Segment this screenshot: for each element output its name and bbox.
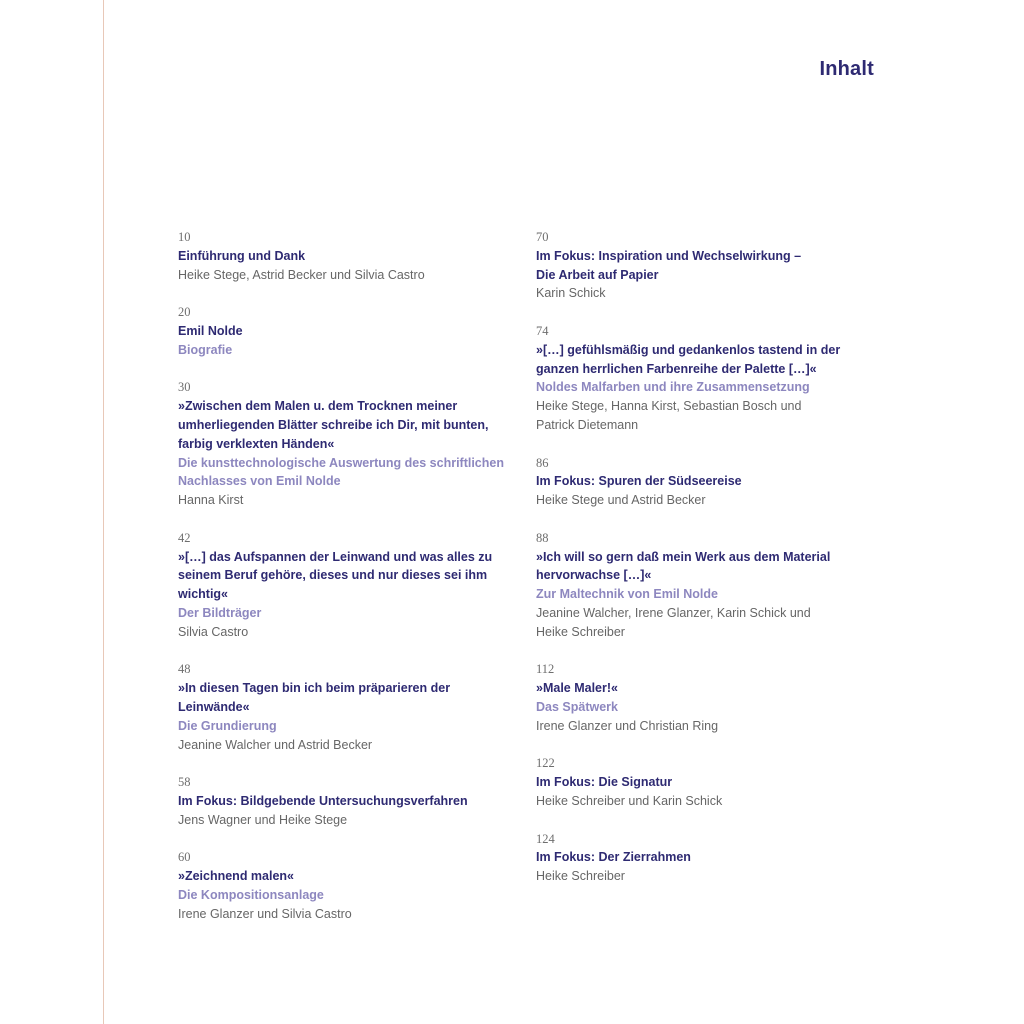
- page-number: 20: [178, 305, 191, 320]
- entry-title: Im Fokus: Inspiration und Wechselwirkung – Die Arbeit auf Papier: [536, 248, 802, 282]
- entry-authors: Silvia Castro: [178, 624, 249, 639]
- toc-entry[interactable]: [178, 378, 508, 510]
- entry-authors: Heike Stege, Hanna Kirst, Sebastian Bosch und Patrick Dietemann: [536, 399, 802, 432]
- entry-authors: Heike Schreiber: [536, 869, 625, 884]
- toc-column-right: [536, 228, 856, 886]
- toc-column-left: [178, 228, 508, 923]
- entry-subtitle: Noldes Malfarben und ihre Zusammensetzung: [536, 380, 810, 395]
- entry-authors: Heike Stege und Astrid Becker: [536, 493, 706, 508]
- entry-subtitle: Biografie: [178, 342, 233, 357]
- entry-authors: Heike Stege, Astrid Becker und Silvia Castro: [178, 267, 425, 282]
- entry-title: »[…] das Aufspannen der Leinwand und was alles zu seinem Beruf gehöre, dieses und nur dieses sei ihm wichtig«: [178, 549, 493, 602]
- toc-entry[interactable]: [178, 303, 508, 359]
- entry-authors: Jens Wagner und Heike Stege: [178, 812, 348, 827]
- page-number: 124: [536, 831, 555, 846]
- toc-entry[interactable]: [536, 830, 856, 886]
- toc-entry[interactable]: [536, 754, 856, 810]
- page-number: 48: [178, 662, 191, 677]
- toc-entry[interactable]: [536, 529, 856, 642]
- entry-subtitle: Zur Maltechnik von Emil Nolde: [536, 587, 718, 602]
- toc-entry[interactable]: [178, 529, 508, 642]
- entry-authors: Irene Glanzer und Silvia Castro: [178, 906, 352, 921]
- page-number: 60: [178, 850, 191, 865]
- entry-title: »Zwischen dem Malen u. dem Trocknen meiner umherliegenden Blätter schreibe ich Dir, mit bunten, farbig verklexten Händen«: [178, 399, 489, 451]
- toc-entry[interactable]: [536, 660, 856, 735]
- entry-title: Im Fokus: Spuren der Südseereise: [536, 474, 742, 489]
- entry-authors: Hanna Kirst: [178, 493, 244, 508]
- entry-authors: Karin Schick: [536, 286, 606, 301]
- entry-authors: Jeanine Walcher, Irene Glanzer, Karin Schick und Heike Schreiber: [536, 605, 811, 639]
- entry-title: »Male Maler!«: [536, 681, 618, 696]
- toc-entry[interactable]: [178, 773, 508, 829]
- entry-title: »[…] gefühlsmäßig und gedankenlos tastend in der ganzen herrlichen Farbenreihe der Palette […]«: [536, 342, 841, 376]
- gutter-line: [103, 0, 104, 1024]
- entry-subtitle: Die kunsttechnologische Auswertung des schriftlichen Nachlasses von Emil Nolde: [178, 455, 504, 489]
- page-title: Inhalt: [819, 58, 874, 80]
- entry-authors: Irene Glanzer und Christian Ring: [536, 718, 719, 733]
- page-number: 74: [536, 323, 549, 338]
- page-number: 42: [178, 530, 191, 545]
- entry-subtitle: Das Spätwerk: [536, 699, 618, 714]
- page-number: 86: [536, 455, 549, 470]
- page-number: 30: [178, 380, 191, 395]
- entry-title: Im Fokus: Der Zierrahmen: [536, 850, 691, 865]
- entry-authors: Jeanine Walcher und Astrid Becker: [178, 737, 373, 752]
- entry-authors: Heike Schreiber und Karin Schick: [536, 793, 723, 808]
- entry-subtitle: Der Bildträger: [178, 605, 262, 620]
- page-number: 122: [536, 756, 555, 771]
- toc-entry[interactable]: [536, 228, 856, 303]
- toc-entry[interactable]: [178, 660, 508, 754]
- entry-title: »In diesen Tagen bin ich beim präparieren der Leinwände«: [178, 681, 451, 714]
- page-number: 10: [178, 230, 191, 244]
- page-number: 70: [536, 230, 549, 244]
- toc-entry[interactable]: [178, 228, 508, 284]
- page-number: 88: [536, 530, 549, 545]
- page-number: 58: [178, 775, 191, 790]
- entry-subtitle: Die Kompositionsanlage: [178, 887, 324, 902]
- entry-title: Im Fokus: Bildgebende Untersuchungsverfahren: [178, 793, 468, 808]
- entry-title: Einführung und Dank: [178, 248, 306, 263]
- toc-entry[interactable]: [536, 454, 856, 510]
- entry-title: Emil Nolde: [178, 323, 243, 338]
- entry-title: »Zeichnend malen«: [178, 869, 295, 884]
- toc-entry[interactable]: [536, 322, 856, 435]
- entry-title: Im Fokus: Die Signatur: [536, 775, 673, 790]
- entry-title: »Ich will so gern daß mein Werk aus dem Material hervorwachse […]«: [536, 549, 831, 583]
- toc-entry[interactable]: [178, 848, 508, 923]
- entry-subtitle: Die Grundierung: [178, 718, 277, 733]
- page-number: 112: [536, 662, 555, 677]
